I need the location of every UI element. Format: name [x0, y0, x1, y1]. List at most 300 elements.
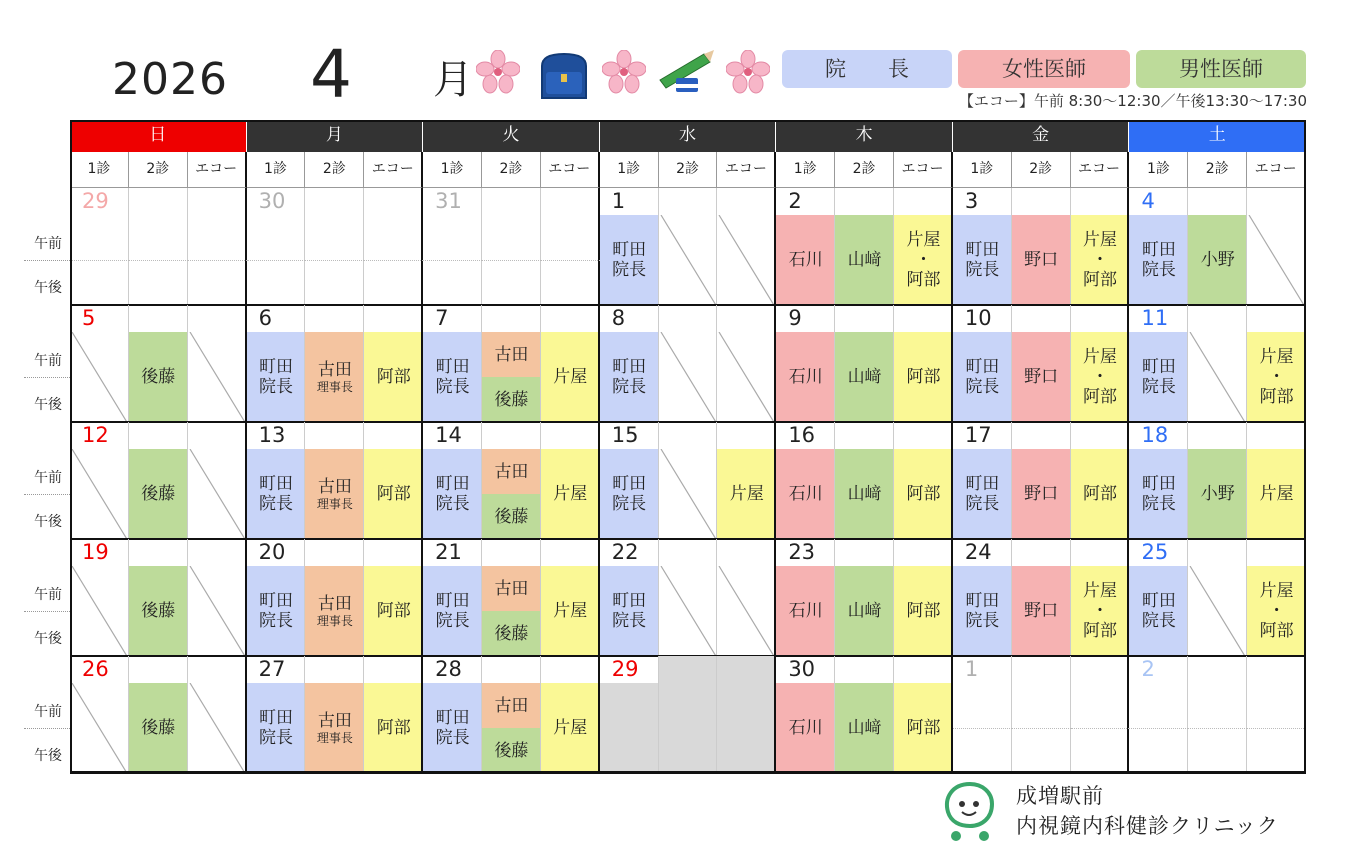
doctor-name: 町田 院長 — [1141, 240, 1176, 280]
date-number: 5 — [82, 306, 96, 330]
ampm-divider — [305, 260, 364, 261]
closed-slot — [188, 566, 247, 656]
schedule-slot — [364, 683, 423, 773]
schedule-slot — [1247, 449, 1306, 539]
date-row-cell — [835, 422, 894, 449]
date-row-cell — [1188, 422, 1247, 449]
doctor-name: 後藤 — [494, 740, 529, 761]
schedule-slot — [423, 449, 482, 539]
date-row-cell — [129, 305, 188, 332]
doctor-name: 古田 — [317, 360, 352, 380]
date-row-cell — [659, 539, 718, 566]
year-label: 2026 — [112, 54, 228, 105]
day-header: 月 — [247, 120, 424, 152]
schedule-slot — [1247, 332, 1306, 422]
date-row-cell — [70, 188, 129, 215]
date-row-cell — [423, 656, 482, 683]
date-number: 19 — [82, 540, 109, 564]
date-row-cell — [482, 305, 541, 332]
closed-slot — [659, 449, 718, 539]
day-header: 火 — [423, 120, 600, 152]
ampm-divider — [1071, 728, 1130, 729]
slot-header: エコー — [364, 152, 423, 188]
doctor-name: 山﨑 — [847, 484, 882, 504]
date-number: 28 — [435, 657, 462, 681]
diagonal-line-icon — [659, 332, 718, 422]
schedule-slot — [1012, 332, 1071, 422]
date-row-cell — [659, 305, 718, 332]
schedule-slot — [1071, 332, 1130, 422]
schedule-slot — [659, 683, 718, 773]
schedule-slot — [129, 332, 188, 422]
doctor-name-group — [317, 360, 353, 394]
doctor-name: 町田 院長 — [965, 474, 1000, 514]
slot-header: 1診 — [953, 152, 1012, 188]
doctor-name: 町田 院長 — [1141, 591, 1176, 631]
date-number: 31 — [435, 189, 462, 213]
doctor-name: 片屋 — [553, 484, 588, 504]
diagonal-line-icon — [70, 566, 129, 656]
date-row-cell — [129, 422, 188, 449]
slot-header: 1診 — [423, 152, 482, 188]
closed-slot — [1188, 566, 1247, 656]
date-number: 26 — [82, 657, 109, 681]
doctor-name: 町田 院長 — [612, 357, 647, 397]
doctor-name: 小野 — [1200, 250, 1235, 270]
doctor-name: 阿部 — [376, 484, 411, 504]
slot-header: エコー — [1247, 152, 1306, 188]
date-number: 7 — [435, 306, 449, 330]
schedule-slot — [541, 449, 600, 539]
doctor-name-group — [317, 594, 353, 628]
closed-slot — [70, 332, 129, 422]
schedule-slot — [717, 449, 776, 539]
date-row-cell — [1071, 539, 1130, 566]
doctor-name: 町田 院長 — [259, 357, 293, 397]
doctor-name: 町田 院長 — [612, 474, 647, 514]
day-header: 木 — [776, 120, 953, 152]
schedule-slot — [247, 683, 306, 773]
date-number: 29 — [82, 189, 109, 213]
ampm-divider — [364, 260, 423, 261]
date-row-cell — [188, 656, 247, 683]
date-row-cell — [305, 305, 364, 332]
date-row-cell — [188, 188, 247, 215]
schedule-slot-am — [482, 332, 541, 377]
date-row-cell — [541, 305, 600, 332]
doctor-name: 古田 — [494, 695, 529, 716]
schedule-slot — [717, 683, 776, 773]
date-row-cell — [1188, 656, 1247, 683]
doctor-name: 小野 — [1200, 484, 1235, 504]
date-row-cell — [305, 422, 364, 449]
date-row-cell — [364, 422, 423, 449]
doctor-name: 片屋 ・ 阿部 — [1083, 347, 1118, 407]
doctor-name: 後藤 — [494, 506, 529, 527]
doctor-name: 石川 — [788, 484, 823, 504]
date-row-cell — [835, 305, 894, 332]
date-number: 10 — [964, 306, 992, 330]
schedule-slot — [364, 566, 423, 656]
date-row-cell — [70, 656, 129, 683]
slot-header: 1診 — [600, 152, 659, 188]
pm-label: 午後 — [34, 514, 62, 530]
ampm-divider — [482, 260, 541, 261]
date-number: 15 — [611, 423, 639, 447]
clinic-logo — [940, 778, 1360, 848]
date-row-cell — [188, 422, 247, 449]
doctor-name: 町田 院長 — [965, 240, 1000, 280]
date-row-cell — [1247, 422, 1306, 449]
clinic-name-line1: 成増駅前 — [1016, 784, 1104, 808]
date-row-cell — [364, 188, 423, 215]
doctor-name: 片屋 ・ 阿部 — [1259, 581, 1294, 641]
date-row-cell — [776, 422, 835, 449]
day-header: 水 — [600, 120, 777, 152]
closed-slot — [188, 449, 247, 539]
date-row-cell — [247, 656, 306, 683]
date-row-cell — [894, 656, 953, 683]
closed-slot — [70, 566, 129, 656]
doctor-name: 町田 院長 — [435, 357, 470, 397]
doctor-name: 町田 院長 — [259, 591, 293, 631]
date-row-cell — [70, 539, 129, 566]
date-number: 4 — [1141, 189, 1155, 213]
schedule-slot — [423, 566, 482, 656]
date-row-cell — [717, 656, 776, 683]
slot-header: 2診 — [659, 152, 718, 188]
clinic-mascot-icon — [940, 780, 1000, 844]
date-number: 27 — [258, 657, 286, 681]
doctor-name: 後藤 — [141, 367, 176, 387]
date-number: 3 — [964, 189, 979, 213]
date-number: 11 — [1141, 306, 1169, 330]
date-row-cell — [247, 422, 306, 449]
date-row-cell — [659, 422, 718, 449]
date-row-cell — [1247, 188, 1306, 215]
date-row-cell — [247, 188, 306, 215]
closed-slot — [188, 332, 247, 422]
schedule-slot — [1071, 566, 1130, 656]
ampm-divider — [70, 260, 129, 261]
diagonal-line-icon — [70, 449, 129, 539]
schedule-slot — [835, 215, 894, 305]
date-row-cell — [1071, 305, 1130, 332]
slot-header: エコー — [541, 152, 600, 188]
date-row-cell — [1188, 539, 1247, 566]
doctor-name: 阿部 — [906, 367, 941, 387]
am-label: 午前 — [34, 236, 62, 252]
date-row-cell — [1012, 305, 1071, 332]
legend-director: 院 長 — [782, 50, 952, 88]
schedule-slot — [953, 215, 1012, 305]
doctor-name: 阿部 — [1083, 484, 1118, 504]
doctor-name: 阿部 — [376, 601, 411, 621]
ampm-divider — [1247, 728, 1306, 729]
date-row-cell — [1071, 422, 1130, 449]
am-label: 午前 — [34, 587, 62, 603]
schedule-slot — [894, 566, 953, 656]
schedule-slot — [1071, 449, 1130, 539]
date-row-cell — [600, 422, 659, 449]
pm-label: 午後 — [34, 748, 62, 764]
date-row-cell — [953, 305, 1012, 332]
date-row-cell — [129, 188, 188, 215]
schedule-slot — [953, 332, 1012, 422]
diagonal-line-icon — [659, 449, 718, 539]
doctor-name: 町田 院長 — [435, 708, 470, 748]
date-row-cell — [1071, 188, 1130, 215]
schedule-slot — [1188, 449, 1247, 539]
date-row-cell — [600, 305, 659, 332]
date-row-cell — [776, 656, 835, 683]
date-row-cell — [659, 188, 718, 215]
closed-slot — [717, 566, 776, 656]
school-bag-icon — [534, 52, 594, 102]
date-row-cell — [364, 539, 423, 566]
am-label: 午前 — [34, 353, 62, 369]
schedule-slot — [894, 215, 953, 305]
date-row-cell — [482, 539, 541, 566]
date-row-cell — [247, 305, 306, 332]
slot-header: 2診 — [1188, 152, 1247, 188]
doctor-name: 古田 — [494, 578, 529, 599]
date-row-cell — [482, 422, 541, 449]
ampm-divider — [129, 260, 188, 261]
legend-female-doctor: 女性医師 — [958, 50, 1130, 88]
date-row-cell — [1129, 305, 1188, 332]
date-number: 2 — [788, 189, 802, 213]
date-row-cell — [364, 656, 423, 683]
date-number: 30 — [788, 657, 816, 681]
date-row-cell — [1012, 539, 1071, 566]
cherry-blossom-icon — [602, 50, 646, 94]
schedule-slot-am — [482, 449, 541, 494]
slot-header: 2診 — [482, 152, 541, 188]
slot-header: 2診 — [129, 152, 188, 188]
diagonal-line-icon — [717, 215, 776, 305]
schedule-slot — [776, 683, 835, 773]
date-row-cell — [1188, 188, 1247, 215]
schedule-slot — [600, 683, 659, 773]
week-divider — [70, 772, 1306, 774]
doctor-name: 野口 — [1024, 250, 1059, 270]
doctor-name: 山﨑 — [847, 718, 882, 738]
date-row-cell — [1247, 539, 1306, 566]
ampm-divider — [541, 260, 600, 261]
pm-label: 午後 — [34, 397, 62, 413]
date-number: 13 — [258, 423, 286, 447]
schedule-slot — [600, 566, 659, 656]
doctor-name: 町田 院長 — [1141, 357, 1176, 397]
date-row-cell — [541, 188, 600, 215]
doctor-name: 後藤 — [141, 484, 176, 504]
schedule-slot — [600, 449, 659, 539]
date-row-cell — [70, 305, 129, 332]
doctor-name: 片屋 ・ 阿部 — [1083, 581, 1118, 641]
closed-slot — [717, 215, 776, 305]
schedule-slot — [1012, 566, 1071, 656]
date-row-cell — [305, 188, 364, 215]
doctor-name: 町田 院長 — [965, 357, 1000, 397]
schedule-slot — [894, 332, 953, 422]
date-number: 1 — [964, 657, 979, 681]
doctor-name: 片屋 ・ 阿部 — [1259, 347, 1294, 407]
date-row-cell — [541, 656, 600, 683]
pencil-eraser-icon — [656, 50, 716, 96]
date-row-cell — [482, 656, 541, 683]
schedule-slot — [894, 449, 953, 539]
date-row-cell — [776, 305, 835, 332]
date-row-cell — [1012, 656, 1071, 683]
date-number: 24 — [964, 540, 992, 564]
doctor-name-group — [317, 477, 353, 511]
date-row-cell — [1129, 422, 1188, 449]
diagonal-line-icon — [717, 332, 776, 422]
ampm-divider — [24, 377, 70, 378]
diagonal-line-icon — [1188, 332, 1247, 422]
date-row-cell — [1012, 188, 1071, 215]
schedule-slot — [600, 332, 659, 422]
schedule-slot-am — [482, 683, 541, 728]
closed-slot — [70, 449, 129, 539]
schedule-slot — [423, 332, 482, 422]
date-row-cell — [305, 539, 364, 566]
date-row-cell — [600, 539, 659, 566]
monthly-schedule-calendar — [0, 120, 1367, 776]
schedule-slot-pm — [482, 611, 541, 656]
date-number: 6 — [258, 306, 272, 330]
schedule-slot — [423, 683, 482, 773]
date-row-cell — [953, 656, 1012, 683]
date-row-cell — [129, 539, 188, 566]
doctor-name: 阿部 — [906, 718, 941, 738]
schedule-slot — [776, 215, 835, 305]
schedule-slot — [953, 566, 1012, 656]
doctor-name: 石川 — [788, 367, 823, 387]
date-row-cell — [659, 656, 718, 683]
date-number: 20 — [258, 540, 286, 564]
diagonal-line-icon — [717, 566, 776, 656]
schedule-slot — [247, 332, 306, 422]
doctor-name: 阿部 — [906, 601, 941, 621]
date-row-cell — [1247, 305, 1306, 332]
schedule-slot — [1012, 449, 1071, 539]
doctor-title: 理事長 — [316, 497, 353, 511]
date-row-cell — [717, 539, 776, 566]
schedule-slot — [1129, 566, 1188, 656]
doctor-name: 町田 院長 — [965, 591, 1000, 631]
date-row-cell — [541, 539, 600, 566]
closed-slot — [70, 683, 129, 773]
schedule-slot — [894, 683, 953, 773]
month-number: 4 — [310, 36, 352, 113]
doctor-name: 片屋 ・ 阿部 — [1083, 230, 1118, 290]
slot-header: 2診 — [835, 152, 894, 188]
schedule-slot — [305, 449, 364, 539]
diagonal-line-icon — [70, 683, 129, 773]
closed-slot — [188, 683, 247, 773]
date-row-cell — [953, 188, 1012, 215]
doctor-name: 石川 — [788, 601, 823, 621]
schedule-slot — [364, 332, 423, 422]
date-row-cell — [188, 305, 247, 332]
schedule-slot — [541, 566, 600, 656]
schedule-slot-am — [482, 566, 541, 611]
schedule-slot — [953, 449, 1012, 539]
ampm-divider — [24, 260, 70, 261]
doctor-name: 町田 院長 — [612, 591, 647, 631]
ampm-divider — [24, 728, 70, 729]
closed-slot — [1188, 332, 1247, 422]
cherry-blossom-icon — [726, 50, 770, 94]
diagonal-line-icon — [1247, 215, 1306, 305]
date-number: 22 — [611, 540, 639, 564]
doctor-name: 後藤 — [141, 718, 176, 738]
schedule-slot — [1129, 449, 1188, 539]
schedule-slot — [305, 566, 364, 656]
slot-header: 1診 — [776, 152, 835, 188]
ampm-divider — [953, 728, 1012, 729]
schedule-slot-pm — [482, 494, 541, 539]
ampm-divider — [24, 611, 70, 612]
doctor-name: 山﨑 — [847, 601, 882, 621]
schedule-slot — [1071, 215, 1130, 305]
schedule-slot — [364, 449, 423, 539]
slot-header: エコー — [894, 152, 953, 188]
doctor-name: 片屋 — [553, 718, 588, 738]
doctor-name: 古田 — [494, 461, 529, 482]
ampm-divider — [1188, 728, 1247, 729]
doctor-title: 理事長 — [316, 731, 353, 745]
doctor-name: 後藤 — [141, 601, 176, 621]
date-number: 8 — [611, 306, 626, 330]
slot-header: 1診 — [247, 152, 306, 188]
date-row-cell — [1129, 539, 1188, 566]
date-number: 12 — [82, 423, 109, 447]
schedule-slot — [247, 566, 306, 656]
am-label: 午前 — [34, 704, 62, 720]
slot-header: 2診 — [305, 152, 364, 188]
date-row-cell — [247, 539, 306, 566]
slot-header: エコー — [717, 152, 776, 188]
diagonal-line-icon — [659, 566, 718, 656]
closed-slot — [659, 566, 718, 656]
doctor-name: 山﨑 — [847, 367, 882, 387]
doctor-name: 野口 — [1024, 601, 1059, 621]
doctor-name: 阿部 — [906, 484, 941, 504]
schedule-slot — [129, 566, 188, 656]
day-header: 日 — [70, 120, 247, 152]
doctor-title: 理事長 — [316, 614, 353, 628]
date-row-cell — [776, 188, 835, 215]
slot-header: エコー — [188, 152, 247, 188]
doctor-name: 片屋 ・ 阿部 — [906, 230, 941, 290]
schedule-slot — [305, 332, 364, 422]
diagonal-line-icon — [659, 215, 718, 305]
schedule-slot — [247, 449, 306, 539]
schedule-slot — [835, 449, 894, 539]
schedule-slot — [600, 215, 659, 305]
schedule-slot — [541, 683, 600, 773]
date-row-cell — [600, 188, 659, 215]
date-row-cell — [188, 539, 247, 566]
cherry-blossom-icon — [476, 50, 520, 94]
date-number: 14 — [435, 423, 462, 447]
date-row-cell — [541, 422, 600, 449]
schedule-slot — [1012, 215, 1071, 305]
date-row-cell — [835, 188, 894, 215]
